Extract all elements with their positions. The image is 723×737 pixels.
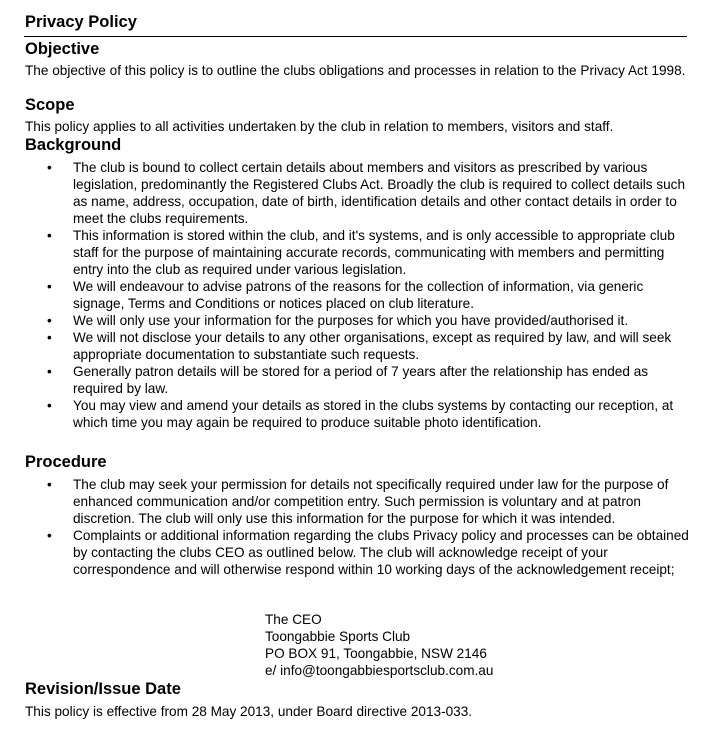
list-item bbox=[25, 527, 695, 578]
bullet-icon: • bbox=[47, 228, 52, 243]
background-list bbox=[25, 159, 695, 431]
address-line: PO BOX 91, Toongabbie, NSW 2146 bbox=[265, 646, 487, 661]
list-item bbox=[25, 397, 695, 431]
list-item bbox=[25, 363, 695, 397]
list-item bbox=[25, 159, 695, 227]
scope-heading: Scope bbox=[25, 96, 75, 114]
list-item bbox=[25, 312, 695, 329]
procedure-heading: Procedure bbox=[25, 453, 107, 471]
bullet-icon: • bbox=[47, 313, 52, 328]
list-item bbox=[25, 329, 695, 363]
contact-address bbox=[265, 611, 493, 679]
title-divider bbox=[24, 36, 687, 37]
bullet-icon: • bbox=[47, 279, 52, 294]
page-title: Privacy Policy bbox=[25, 13, 137, 31]
bullet-icon: • bbox=[47, 398, 52, 413]
list-item-text: The club is bound to collect certain details about members and visitors as prescribed by various legislation, predominantly the Registered Clubs Act. Broadly the club is required to collect details such as name, address, occupation, date of birth, identification details and other contact details in order to meet the clubs requirements. bbox=[73, 160, 686, 226]
objective-heading: Objective bbox=[25, 40, 100, 58]
list-item bbox=[25, 278, 695, 312]
bullet-icon: • bbox=[47, 364, 52, 379]
scope-text: This policy applies to all activities undertaken by the club in relation to members, visitors and staff. bbox=[25, 119, 614, 134]
list-item-text: We will only use your information for the purposes for which you have provided/authorised it. bbox=[73, 313, 629, 328]
revision-heading: Revision/Issue Date bbox=[25, 680, 181, 698]
bullet-icon: • bbox=[47, 330, 52, 345]
list-item bbox=[25, 227, 695, 278]
list-item-text: You may view and amend your details as stored in the clubs systems by contacting our reception, at which time you may again be required to produce suitable photo identification. bbox=[73, 398, 674, 430]
revision-text: This policy is effective from 28 May 2013, under Board directive 2013-033. bbox=[25, 704, 473, 719]
procedure-list bbox=[25, 476, 695, 578]
list-item-text: We will not disclose your details to any other organisations, except as required by law, and will seek appropriate documentation to substantiate such requests. bbox=[73, 330, 672, 362]
list-item bbox=[25, 476, 695, 527]
list-item-text: The club may seek your permission for details not specifically required under law for the purpose of enhanced communication and/or competition entry. Such permission is voluntary and at patron discretion. The club will only use this information for the purpose for which it was intended. bbox=[73, 477, 669, 526]
list-item-text: Generally patron details will be stored for a period of 7 years after the relationship has ended as required by law. bbox=[73, 364, 649, 396]
background-heading: Background bbox=[25, 136, 122, 154]
address-line: Toongabbie Sports Club bbox=[265, 629, 411, 644]
objective-text: The objective of this policy is to outline the clubs obligations and processes in relation to the Privacy Act 1998. bbox=[25, 63, 686, 78]
bullet-icon: • bbox=[47, 160, 52, 175]
address-line: e/ info@toongabbiesportsclub.com.au bbox=[265, 663, 494, 678]
list-item-text: We will endeavour to advise patrons of the reasons for the collection of information, via generic signage, Terms and Conditions or notices placed on club literature. bbox=[73, 279, 644, 311]
bullet-icon: • bbox=[47, 528, 52, 543]
address-line: The CEO bbox=[265, 612, 322, 627]
list-item-text: Complaints or additional information regarding the clubs Privacy policy and processes can be obtained by contacting the clubs CEO as outlined below. The club will acknowledge receipt of your correspondence and will otherwise respond within 10 working days of the acknowledgement receipt; bbox=[73, 528, 689, 577]
list-item-text: This information is stored within the club, and it's systems, and is only accessible to appropriate club staff for the purpose of maintaining accurate records, communicating with members and permitting entry into the club as required under various legislation. bbox=[73, 228, 675, 277]
bullet-icon: • bbox=[47, 477, 52, 492]
